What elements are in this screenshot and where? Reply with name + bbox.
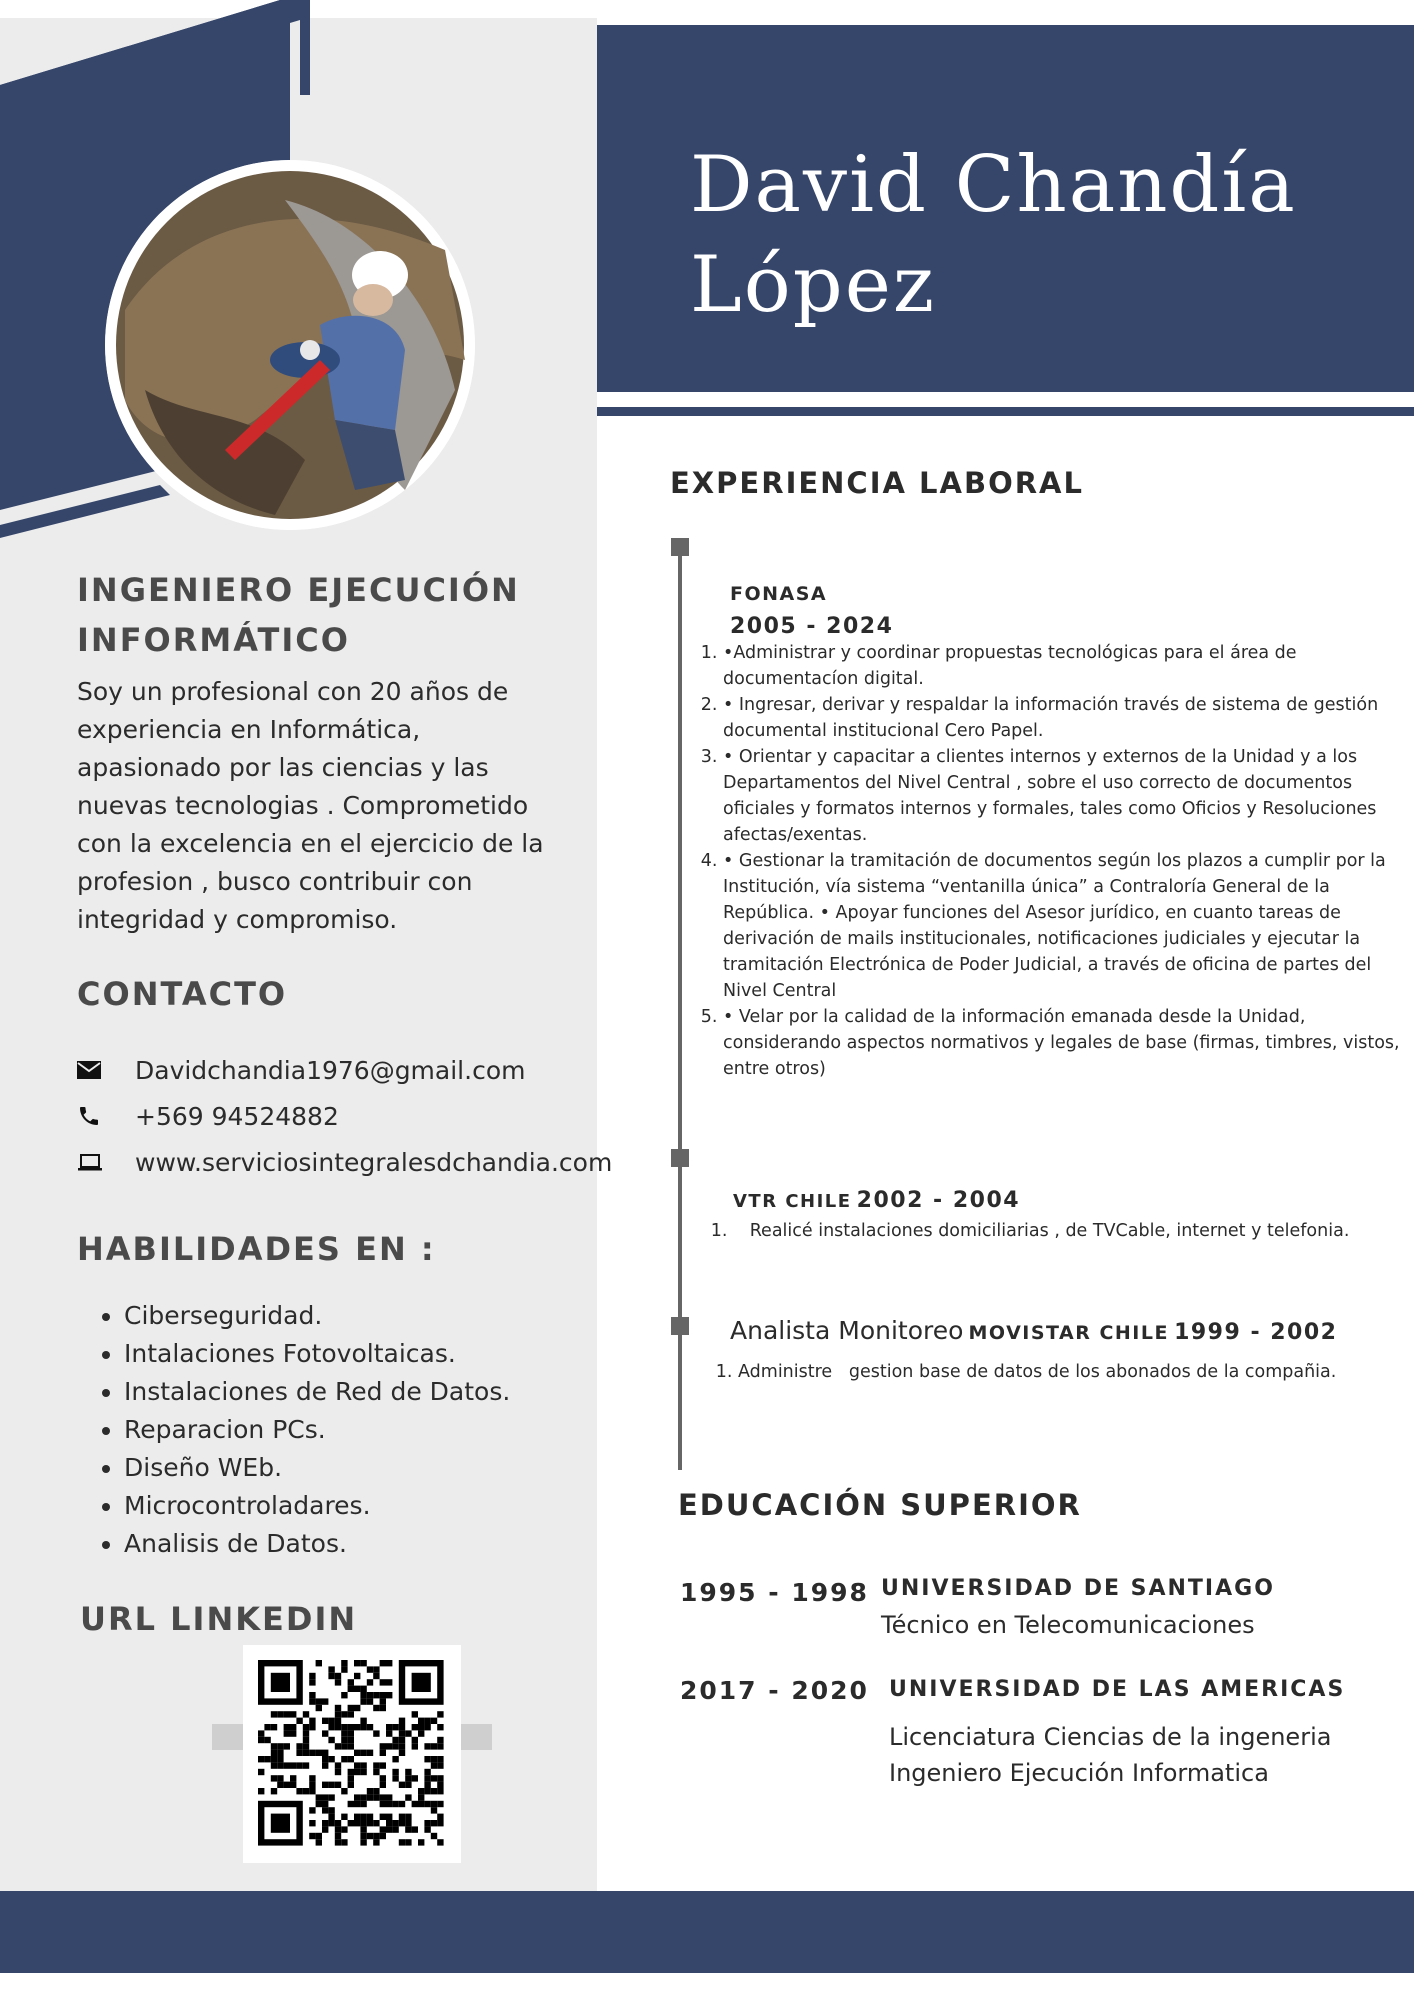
experience-heading: EXPERIENCIA LABORAL	[670, 466, 1084, 500]
timeline-marker	[671, 538, 689, 556]
footer-band	[0, 1891, 1414, 1973]
full-name	[690, 135, 1390, 335]
job-duty: 2. • Ingresar, derivar y respaldar la información través de sistema de gestión documental institucional Cero Papel.	[723, 692, 1403, 744]
mail-icon	[77, 1061, 135, 1079]
job-company: MOVISTAR CHILE	[968, 1322, 1169, 1344]
skill-item: • Diseño WEb.	[124, 1449, 510, 1487]
laptop-icon	[77, 1152, 135, 1172]
profile-photo	[105, 160, 475, 530]
skill-item: • Ciberseguridad.	[124, 1297, 510, 1335]
job-duty: 1. Realicé instalaciones domiciliarias , de TVCable, internet y telefonia.	[733, 1218, 1413, 1244]
job-duties-list	[710, 1218, 1413, 1244]
timeline-marker	[671, 1317, 689, 1335]
job-role: Analista Monitoreo	[730, 1316, 964, 1345]
job-duty: 1. •Administrar y coordinar propuestas tecnológicas para el área de documentacíon digital.	[723, 640, 1403, 692]
education-degree: Ingeniero Ejecución Informatica	[889, 1759, 1269, 1787]
name-line-1: David Chandía	[690, 140, 1297, 230]
contact-website[interactable]: www.serviciosintegralesdchandia.com	[135, 1147, 613, 1177]
education-institution: UNIVERSIDAD DE LAS AMERICAS	[889, 1677, 1346, 1702]
skill-item: • Intalaciones Fotovoltaicas.	[124, 1335, 510, 1373]
role-line-2: INFORMÁTICO	[77, 621, 350, 659]
job-header-movistar	[730, 1316, 1337, 1345]
contact-email[interactable]: Davidchandia1976@gmail.com	[135, 1055, 526, 1085]
job-duty: 5. • Velar por la calidad de la información emanada desde la Unidad, considerando aspectos normativos y legales de base (firmas, timbres, vistos, entre otros)	[723, 1004, 1403, 1082]
job-years: 2002 - 2004	[856, 1188, 1021, 1213]
contact-email-row	[77, 1050, 617, 1090]
education-years: 1995 - 1998	[680, 1578, 869, 1607]
job-company: FONASA	[730, 583, 828, 605]
contact-website-row	[77, 1142, 617, 1182]
skills-heading: HABILIDADES EN :	[77, 1230, 436, 1268]
job-duties-list	[715, 1359, 1414, 1385]
timeline-marker	[671, 1149, 689, 1167]
education-institution: UNIVERSIDAD DE SANTIAGO	[881, 1576, 1275, 1601]
education-heading: EDUCACIÓN SUPERIOR	[678, 1488, 1082, 1522]
phone-icon	[77, 1104, 135, 1128]
profile-summary: Soy un profesional con 20 años de experiencia en Informática, apasionado por las ciencias y las nuevas tecnologias . Comprometido con la excelencia en el ejercicio de la profesion , busco contribuir con integridad y compromiso.	[77, 677, 544, 934]
header-divider	[597, 407, 1414, 416]
skill-item: • Reparacion PCs.	[124, 1411, 510, 1449]
role-line-1: INGENIERO EJECUCIÓN	[77, 571, 520, 609]
education-degree: Técnico en Telecomunicaciones	[881, 1611, 1255, 1639]
education-years: 2017 - 2020	[680, 1676, 869, 1705]
job-duty: 4. • Gestionar la tramitación de documentos según los plazos a cumplir por la Institución, vía sistema “ventanilla única” a Contraloría General de la República. • Apoyar funciones del Asesor jurídico, en cuanto tareas de derivación de mails institucionales, notificaciones judiciales y ejecutar la tramitación Electrónica de Poder Judicial, a través de oficina de partes del Nivel Central	[723, 848, 1403, 1004]
job-years: 1999 - 2002	[1174, 1320, 1338, 1345]
professional-title	[77, 565, 597, 665]
linkedin-heading: URL LINKEDIN	[80, 1600, 358, 1638]
skill-item: • Analisis de Datos.	[124, 1525, 510, 1563]
qr-decor-bar-right	[456, 1724, 492, 1750]
contact-phone[interactable]: +569 94524882	[135, 1101, 339, 1131]
name-line-2: López	[690, 240, 936, 330]
job-years: 2005 - 2024	[730, 614, 894, 639]
job-duty: 3. • Orientar y capacitar a clientes internos y externos de la Unidad y a los Departamentos del Nivel Central , sobre el uso correcto de documentos oficiales y formatos internos y formales, tales como Oficios y Resoluciones afectas/exentas.	[723, 744, 1403, 848]
job-header-vtr	[733, 1188, 1020, 1213]
job-duties-list	[700, 640, 1403, 1082]
job-duty: 1. Administre gestion base de datos de los abonados de la compañia.	[738, 1359, 1414, 1385]
linkedin-qr-code[interactable]	[243, 1645, 461, 1863]
skills-list	[92, 1297, 510, 1563]
skill-item: • Instalaciones de Red de Datos.	[124, 1373, 510, 1411]
education-degree: Licenciatura Ciencias de la ingeneria	[889, 1723, 1332, 1751]
contact-heading: CONTACTO	[77, 975, 288, 1013]
contact-phone-row	[77, 1096, 617, 1136]
job-company: VTR CHILE	[733, 1191, 852, 1212]
skill-item: • Microcontroladares.	[124, 1487, 510, 1525]
